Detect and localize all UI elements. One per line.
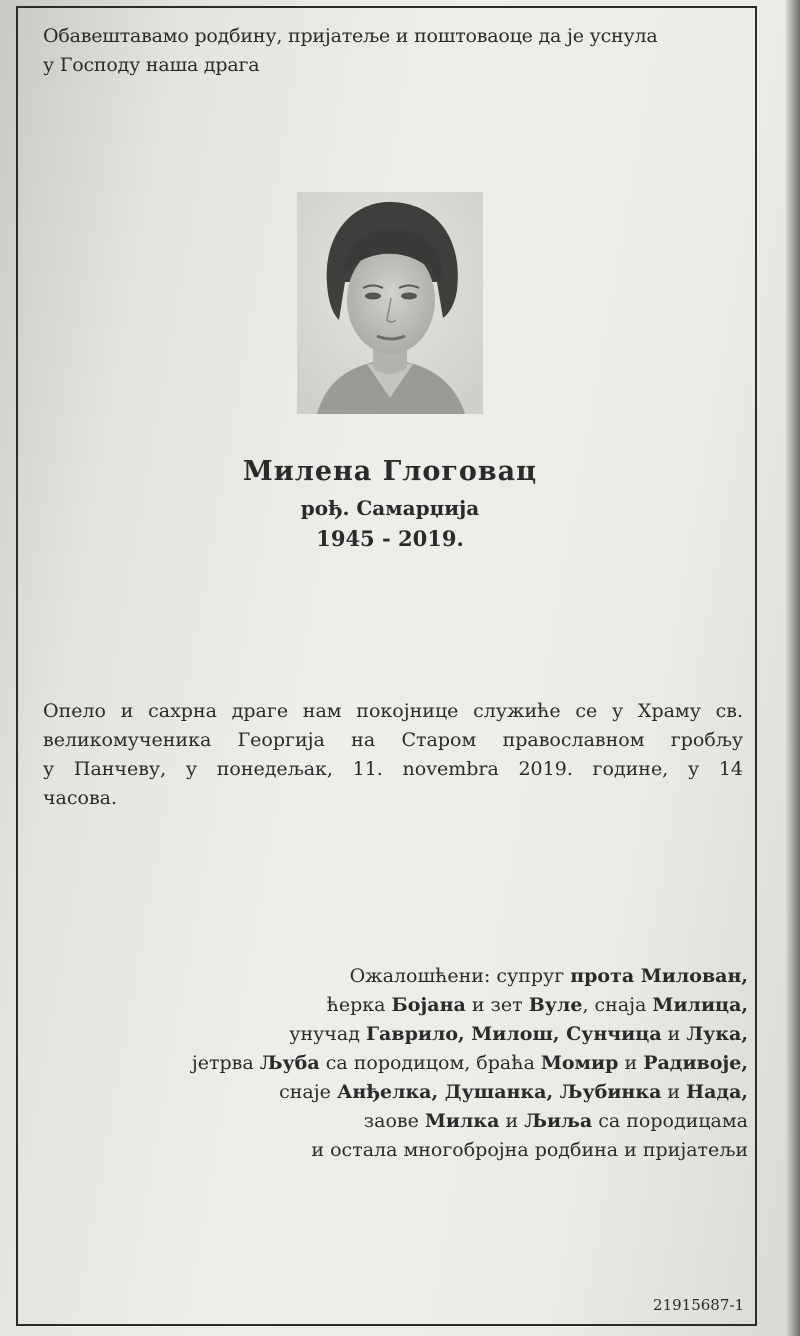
reference-number: 21915687-1 [653, 1296, 744, 1314]
mourner-name: Гаврило, Милош, Сунчица [365, 1023, 662, 1045]
mourners-line [68, 1136, 748, 1165]
mourner-name: Милица, [652, 994, 748, 1016]
funeral-line-1: Опело и сахрна драге нам покојнице служиће се у Храму св. [43, 700, 743, 722]
mourners-list [68, 962, 748, 1165]
mourners-text: Ожалошћени: супруг [349, 965, 571, 987]
mourners-text: јетрва [191, 1052, 260, 1074]
mourner-name: Нада, [686, 1081, 748, 1103]
mourners-text: снаје [279, 1081, 337, 1103]
funeral-line-3: у Панчеву, у понедељак, 11. novembra 2019. године, у 14 [43, 758, 743, 780]
portrait-photo [297, 192, 483, 414]
mourner-name: прота Милован, [570, 965, 748, 987]
intro-line-2: у Господу наша драга [43, 54, 260, 76]
mourners-line [68, 1020, 748, 1049]
mourners-line [68, 991, 748, 1020]
mourner-name: Љуба [259, 1052, 320, 1074]
mourners-text: и [661, 1081, 687, 1103]
mourners-text: и [661, 1023, 687, 1045]
mourners-text: заове [363, 1110, 425, 1132]
mourner-name: Анђелка, Душанка, Љубинка [336, 1081, 662, 1103]
mourners-text: са породицом, браћа [319, 1052, 541, 1074]
mourner-name: Вуле [528, 994, 583, 1016]
mourners-text: и остала многобројна родбина и пријатељи [311, 1139, 748, 1161]
mourners-text: унучад [289, 1023, 366, 1045]
funeral-line-4: часова. [43, 787, 118, 809]
mourners-line [68, 962, 748, 991]
mourners-line [68, 1078, 748, 1107]
mourners-line [68, 1049, 748, 1078]
mourner-name: Лука, [686, 1023, 748, 1045]
maiden-name: рођ. Самарџија [300, 496, 480, 520]
mourner-name: Момир [540, 1052, 619, 1074]
mourner-name: Радивоје, [643, 1052, 748, 1074]
mourners-line [68, 1107, 748, 1136]
funeral-notice [43, 697, 743, 813]
mourners-text: са породицама [592, 1110, 748, 1132]
mourners-text: и [499, 1110, 525, 1132]
page-edge-shadow [786, 0, 800, 1336]
intro-line-1: Обавештавамо родбину, пријатеље и поштоваоце да је уснула [43, 25, 658, 47]
mourner-name: Милка [424, 1110, 500, 1132]
mourners-text: ћерка [326, 994, 392, 1016]
intro-text [43, 22, 743, 80]
deceased-name: Милена Глоговац [242, 456, 538, 487]
mourner-name: Бојана [391, 994, 466, 1016]
mourner-name: Љиља [524, 1110, 593, 1132]
funeral-line-2: великомученика Георгија на Старом православном гробљу [43, 729, 743, 751]
mourners-text: и [618, 1052, 644, 1074]
life-years: 1945 - 2019. [316, 526, 464, 551]
mourners-text: , снаја [582, 994, 653, 1016]
mourners-text: и зет [465, 994, 529, 1016]
